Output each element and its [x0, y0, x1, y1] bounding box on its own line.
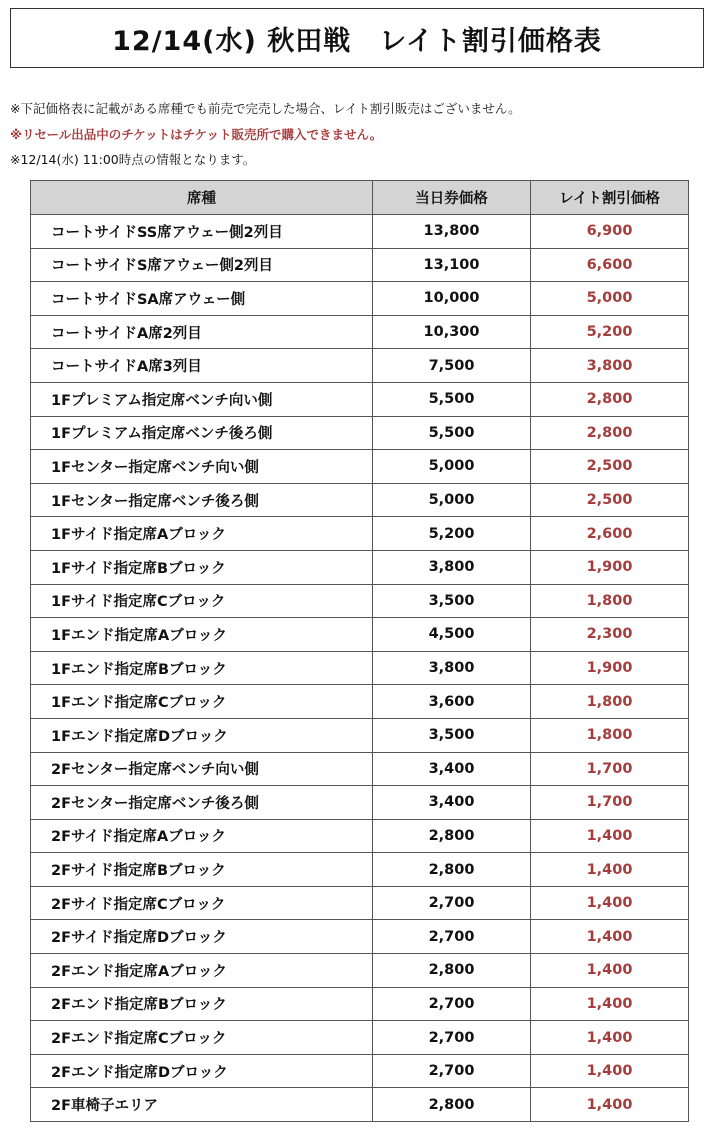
table-row — [31, 718, 689, 752]
table-row — [31, 1088, 689, 1122]
late-price-cell: 1,700 — [531, 786, 689, 820]
late-price-cell: 1,800 — [531, 718, 689, 752]
seat-cell: 2Fサイド指定席Cブロック — [31, 886, 373, 920]
seat-cell: 2Fサイド指定席Bブロック — [31, 853, 373, 887]
day-price-cell: 2,700 — [373, 987, 531, 1021]
seat-cell: 2Fサイド指定席Aブロック — [31, 819, 373, 853]
table-row — [31, 618, 689, 652]
table-row — [31, 517, 689, 551]
day-price-cell: 3,400 — [373, 786, 531, 820]
late-price-cell: 1,400 — [531, 819, 689, 853]
late-price-cell: 2,600 — [531, 517, 689, 551]
seat-cell: コートサイドS席アウェー側2列目 — [31, 248, 373, 282]
late-price-cell: 6,600 — [531, 248, 689, 282]
note-timestamp: ※12/14(水) 11:00時点の情報となります。 — [10, 152, 256, 167]
price-table — [30, 180, 689, 1122]
day-price-cell: 3,400 — [373, 752, 531, 786]
late-price-cell: 1,900 — [531, 651, 689, 685]
seat-cell: 1Fエンド指定席Dブロック — [31, 718, 373, 752]
seat-cell: 1Fセンター指定席ベンチ向い側 — [31, 450, 373, 484]
late-price-cell: 1,800 — [531, 685, 689, 719]
seat-cell: 1Fセンター指定席ベンチ後ろ側 — [31, 483, 373, 517]
day-price-cell: 3,800 — [373, 651, 531, 685]
day-price-cell: 2,800 — [373, 819, 531, 853]
table-row — [31, 584, 689, 618]
late-price-cell: 1,400 — [531, 1021, 689, 1055]
table-row — [31, 752, 689, 786]
late-price-cell: 1,400 — [531, 886, 689, 920]
late-price-cell: 2,500 — [531, 483, 689, 517]
table-row — [31, 483, 689, 517]
seat-cell: 2Fエンド指定席Dブロック — [31, 1054, 373, 1088]
table-row — [31, 248, 689, 282]
late-price-cell: 6,900 — [531, 215, 689, 249]
table-row — [31, 786, 689, 820]
late-price-cell: 2,300 — [531, 618, 689, 652]
seat-cell: 2Fエンド指定席Bブロック — [31, 987, 373, 1021]
day-price-cell: 4,500 — [373, 618, 531, 652]
day-price-cell: 3,500 — [373, 718, 531, 752]
table-row — [31, 382, 689, 416]
late-price-cell: 5,000 — [531, 282, 689, 316]
notes — [10, 96, 710, 173]
day-price-cell: 7,500 — [373, 349, 531, 383]
late-price-cell: 1,400 — [531, 1054, 689, 1088]
day-price-cell: 2,700 — [373, 920, 531, 954]
seat-cell: 2Fエンド指定席Cブロック — [31, 1021, 373, 1055]
late-price-cell: 1,900 — [531, 550, 689, 584]
table-row — [31, 282, 689, 316]
table-row — [31, 550, 689, 584]
day-price-cell: 2,800 — [373, 853, 531, 887]
day-price-cell: 2,700 — [373, 1021, 531, 1055]
day-price-cell: 5,200 — [373, 517, 531, 551]
late-price-cell: 2,500 — [531, 450, 689, 484]
day-price-cell: 2,700 — [373, 1054, 531, 1088]
seat-cell: コートサイドA席2列目 — [31, 315, 373, 349]
table-row — [31, 1054, 689, 1088]
late-price-cell: 3,800 — [531, 349, 689, 383]
table-row — [31, 987, 689, 1021]
table-row — [31, 651, 689, 685]
note-resale: ※リセール出品中のチケットはチケット販売所で購入できません。 — [10, 126, 383, 142]
seat-cell: 1Fエンド指定席Cブロック — [31, 685, 373, 719]
seat-cell: 2F車椅子エリア — [31, 1088, 373, 1122]
seat-cell: 2Fセンター指定席ベンチ向い側 — [31, 752, 373, 786]
day-price-cell: 2,700 — [373, 886, 531, 920]
day-price-cell: 2,800 — [373, 1088, 531, 1122]
table-row — [31, 886, 689, 920]
seat-cell: 2Fセンター指定席ベンチ後ろ側 — [31, 786, 373, 820]
seat-cell: 1Fプレミアム指定席ベンチ後ろ側 — [31, 416, 373, 450]
day-price-cell: 10,300 — [373, 315, 531, 349]
late-price-cell: 2,800 — [531, 416, 689, 450]
page-title: 12/14(水) 秋田戦 レイト割引価格表 — [112, 25, 602, 57]
table-row — [31, 685, 689, 719]
seat-cell: 1Fサイド指定席Aブロック — [31, 517, 373, 551]
seat-cell: 1Fサイド指定席Bブロック — [31, 550, 373, 584]
day-price-cell: 3,500 — [373, 584, 531, 618]
late-price-cell: 2,800 — [531, 382, 689, 416]
header-late-price: レイト割引価格 — [531, 181, 689, 215]
table-row — [31, 920, 689, 954]
table-row — [31, 450, 689, 484]
table-row — [31, 853, 689, 887]
seat-cell: 1Fエンド指定席Aブロック — [31, 618, 373, 652]
table-row — [31, 215, 689, 249]
table-row — [31, 954, 689, 988]
day-price-cell: 5,000 — [373, 450, 531, 484]
table-row — [31, 819, 689, 853]
late-price-cell: 1,400 — [531, 954, 689, 988]
day-price-cell: 5,500 — [373, 382, 531, 416]
late-price-cell: 1,700 — [531, 752, 689, 786]
header-seat-type: 席種 — [31, 181, 373, 215]
day-price-cell: 13,100 — [373, 248, 531, 282]
day-price-cell: 3,800 — [373, 550, 531, 584]
day-price-cell: 5,000 — [373, 483, 531, 517]
late-price-cell: 1,400 — [531, 920, 689, 954]
late-price-cell: 1,800 — [531, 584, 689, 618]
table-header-row — [31, 181, 689, 215]
late-price-cell: 1,400 — [531, 987, 689, 1021]
table-row — [31, 315, 689, 349]
seat-cell: 2Fエンド指定席Aブロック — [31, 954, 373, 988]
day-price-cell: 10,000 — [373, 282, 531, 316]
day-price-cell: 5,500 — [373, 416, 531, 450]
seat-cell: コートサイドSS席アウェー側2列目 — [31, 215, 373, 249]
table-row — [31, 349, 689, 383]
late-price-cell: 1,400 — [531, 1088, 689, 1122]
header-day-price: 当日券価格 — [373, 181, 531, 215]
seat-cell: 1Fエンド指定席Bブロック — [31, 651, 373, 685]
table-row — [31, 1021, 689, 1055]
seat-cell: 1Fサイド指定席Cブロック — [31, 584, 373, 618]
note-sold-out: ※下記価格表に記載がある席種でも前売で完売した場合、レイト割引販売はございません。 — [10, 101, 521, 116]
seat-cell: 2Fサイド指定席Dブロック — [31, 920, 373, 954]
day-price-cell: 3,600 — [373, 685, 531, 719]
seat-cell: 1Fプレミアム指定席ベンチ向い側 — [31, 382, 373, 416]
seat-cell: コートサイドSA席アウェー側 — [31, 282, 373, 316]
title-box — [10, 8, 704, 68]
seat-cell: コートサイドA席3列目 — [31, 349, 373, 383]
late-price-cell: 1,400 — [531, 853, 689, 887]
table-row — [31, 416, 689, 450]
day-price-cell: 2,800 — [373, 954, 531, 988]
late-price-cell: 5,200 — [531, 315, 689, 349]
day-price-cell: 13,800 — [373, 215, 531, 249]
